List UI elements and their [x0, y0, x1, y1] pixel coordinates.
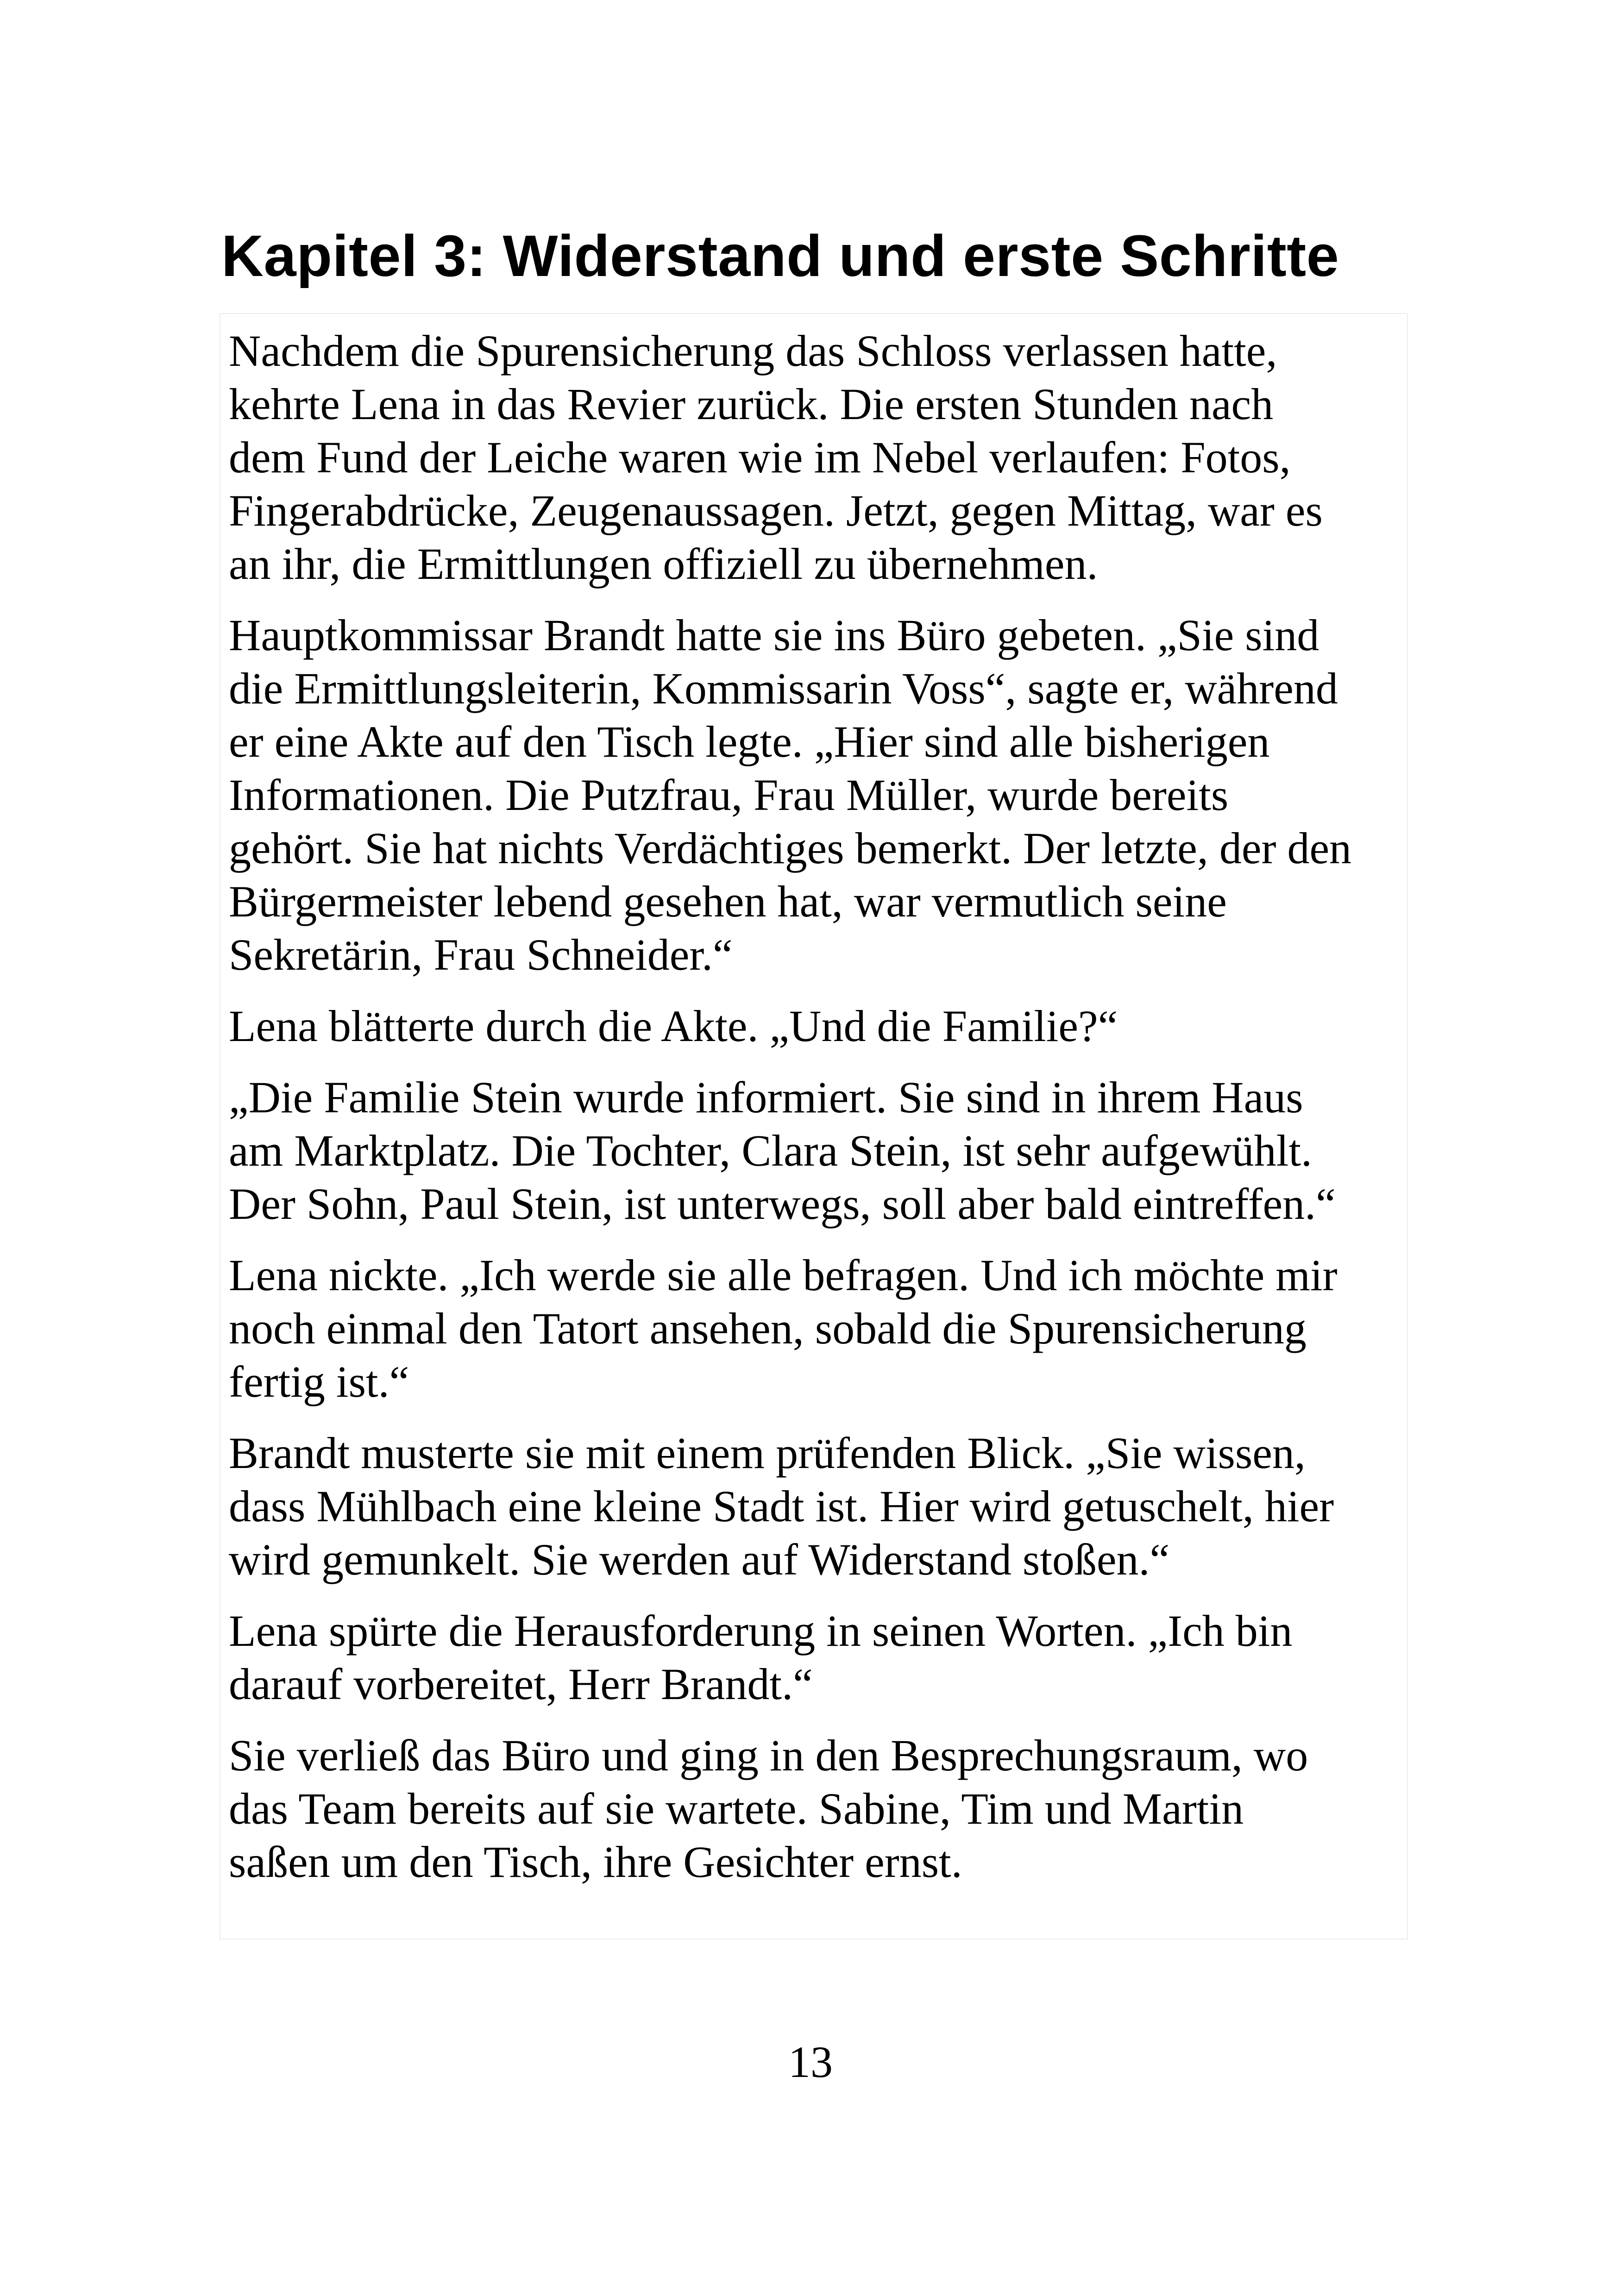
text-line: Informationen. Die Putzfrau, Frau Müller, wurde bereits — [229, 770, 1229, 820]
text-line: saßen um den Tisch, ihre Gesichter ernst. — [229, 1837, 962, 1887]
paragraph — [229, 1426, 1401, 1586]
text-line: noch einmal den Tatort ansehen, sobald die Spurensicherung — [229, 1304, 1307, 1353]
text-line: kehrte Lena in das Revier zurück. Die ersten Stunden nach — [229, 379, 1274, 429]
text-line: Brandt musterte sie mit einem prüfenden Blick. „Sie wissen, — [229, 1428, 1306, 1478]
paragraph — [229, 999, 1401, 1053]
text-line: Lena blätterte durch die Akte. „Und die Familie?“ — [229, 1001, 1118, 1051]
text-line: die Ermittlungsleiterin, Kommissarin Voss“, sagte er, während — [229, 664, 1338, 713]
text-line: darauf vorbereitet, Herr Brandt.“ — [229, 1659, 813, 1709]
text-line: das Team bereits auf sie wartete. Sabine, Tim und Martin — [229, 1784, 1244, 1833]
text-line: an ihr, die Ermittlungen offiziell zu übernehmen. — [229, 539, 1098, 589]
chapter-title: Kapitel 3: Widerstand und erste Schritte — [221, 223, 1339, 289]
text-line: Hauptkommissar Brandt hatte sie ins Büro gebeten. „Sie sind — [229, 610, 1319, 660]
text-line: dem Fund der Leiche waren wie im Nebel verlaufen: Fotos, — [229, 433, 1291, 482]
text-line: Bürgermeister lebend gesehen hat, war vermutlich seine — [229, 877, 1227, 926]
chapter-text-box — [220, 313, 1408, 1939]
paragraph — [229, 609, 1401, 981]
text-line: Fingerabdrücke, Zeugenaussagen. Jetzt, gegen Mittag, war es — [229, 486, 1323, 535]
text-line: Sekretärin, Frau Schneider.“ — [229, 930, 733, 979]
text-line: am Marktplatz. Die Tochter, Clara Stein, ist sehr aufgewühlt. — [229, 1126, 1313, 1175]
text-line: Nachdem die Spurensicherung das Schloss verlassen hatte, — [229, 326, 1277, 376]
paragraph — [229, 324, 1401, 590]
text-line: Lena spürte die Herausforderung in seinen Worten. „Ich bin — [229, 1606, 1293, 1656]
text-line: wird gemunkelt. Sie werden auf Widerstand stoßen.“ — [229, 1535, 1170, 1584]
text-line: fertig ist.“ — [229, 1357, 409, 1406]
text-line: gehört. Sie hat nichts Verdächtiges bemerkt. Der letzte, der den — [229, 823, 1352, 873]
page-number: 13 — [788, 2037, 833, 2087]
paragraph — [229, 1248, 1401, 1408]
text-line: „Die Familie Stein wurde informiert. Sie sind in ihrem Haus — [229, 1073, 1303, 1122]
text-line: dass Mühlbach eine kleine Stadt ist. Hier wird getuschelt, hier — [229, 1481, 1334, 1531]
text-line: Der Sohn, Paul Stein, ist unterwegs, soll aber bald eintreffen.“ — [229, 1179, 1336, 1229]
paragraph — [229, 1071, 1401, 1230]
paragraph — [229, 1729, 1401, 1888]
paragraph — [229, 1604, 1401, 1711]
text-line: Lena nickte. „Ich werde sie alle befragen. Und ich möchte mir — [229, 1250, 1338, 1300]
text-line: Sie verließ das Büro und ging in den Besprechungsraum, wo — [229, 1731, 1308, 1780]
text-line: er eine Akte auf den Tisch legte. „Hier sind alle bisherigen — [229, 717, 1270, 766]
